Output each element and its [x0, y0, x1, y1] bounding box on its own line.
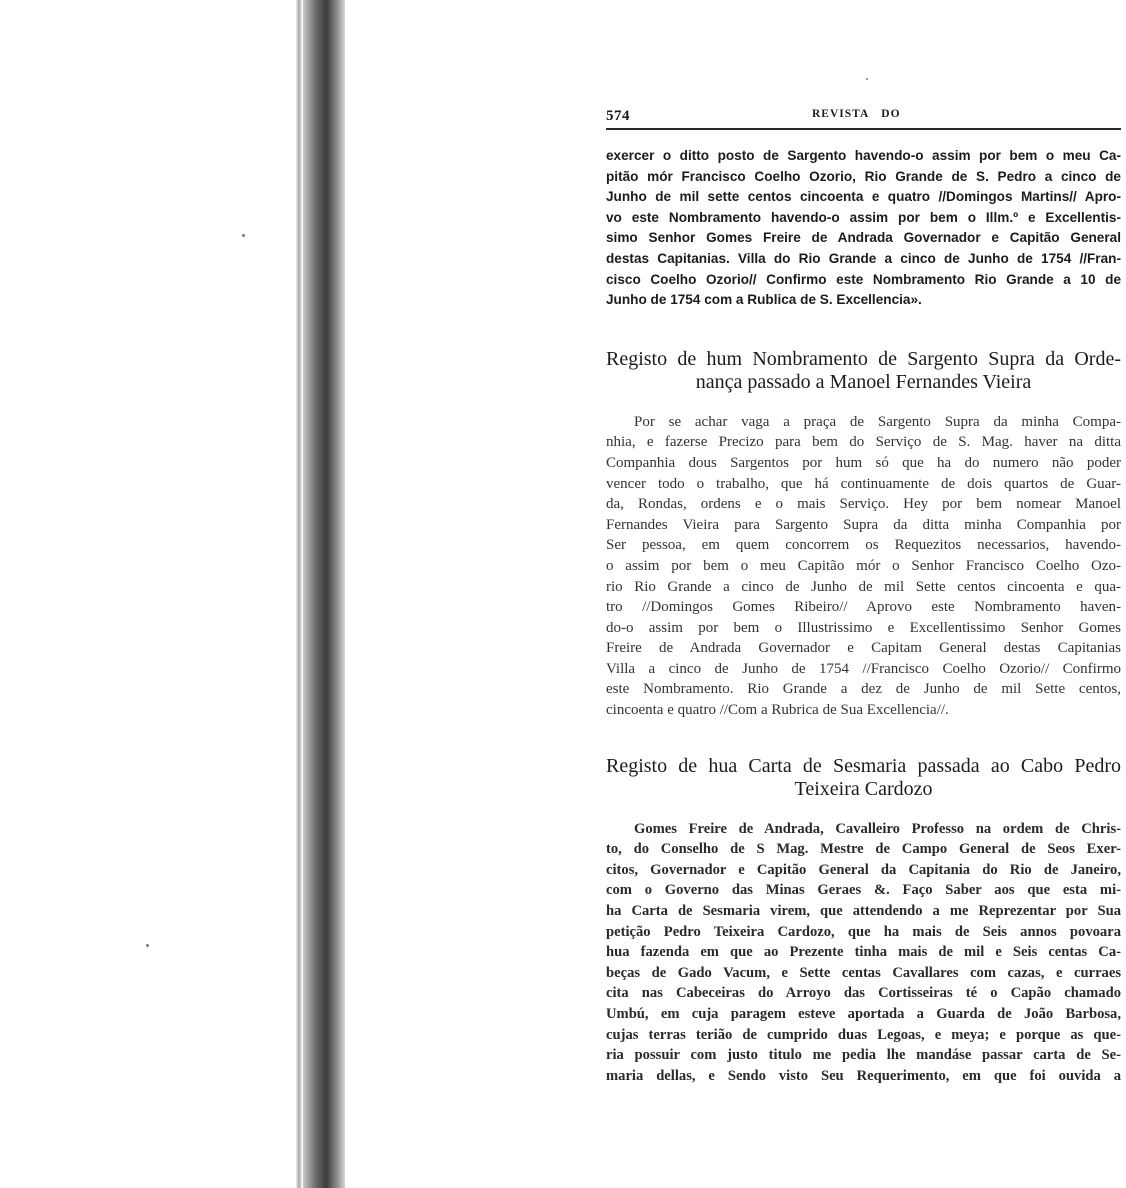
text-line: Fernandes Vieira para Sargento Supra da ditta minha Companhia por	[606, 516, 1121, 533]
text-line: petição Pedro Teixeira Cardozo, que ha mais de Seis annos povoara	[606, 923, 1121, 940]
text-line: citos, Governador e Capitão General da Capitania do Rio de Janeiro,	[606, 861, 1121, 878]
text-line: com o Governo das Minas Geraes &. Faço Saber aos que esta mi-	[606, 882, 1121, 899]
text-line: nhia, e fazerse Precizo para bem do Serviço de S. Mag. haver na ditta	[606, 434, 1121, 451]
text-line: Por se achar vaga a praça de Sargento Supra da minha Compa-	[634, 413, 1121, 430]
text-line: Umbú, em cuja paragem esteve aportada a Guarda de João Barbosa,	[606, 1006, 1121, 1022]
nombramento-paragraph	[606, 412, 1121, 721]
scan-speck	[242, 234, 245, 237]
text-line: cisco Coelho Ozorio// Confirmo este Nombramento Rio Grande a 10 de	[606, 271, 1121, 287]
text-line: ria possuir com justo titulo me pedia lhe mandáse passar carta de Se-	[606, 1047, 1121, 1064]
text-line: ha Carta de Sesmaria virem, que attendendo a me Reprezentar por Sua	[606, 903, 1121, 920]
text-line: da, Rondas, ordens e o mais Serviço. Hey por bem nomear Manoel	[606, 496, 1121, 513]
running-head-word: REVISTA	[812, 108, 870, 120]
text-line: maria dellas, e Sendo visto Seu Requerimento, em que foi ouvida a	[606, 1067, 1121, 1084]
text-line: simo Senhor Gomes Freire de Andrada Governador e Capitão General	[606, 230, 1121, 246]
text-line: to, do Conselho de S Mag. Mestre de Campo General de Seos Exer-	[606, 841, 1121, 858]
text-line: tro //Domingos Gomes Ribeiro// Aprovo este Nombramento haven-	[606, 599, 1121, 616]
text-line: Ser pessoa, em quem concorrem os Requezitos necessarios, havendo-	[606, 537, 1121, 554]
page-gutter-edge	[296, 0, 302, 1188]
heading-line: nança passado a Manoel Fernandes Vieira	[695, 370, 1032, 393]
text-line: cujas terras terião de cumprido duas Legoas, e meya; e porque as que-	[606, 1026, 1121, 1043]
text-line: o assim por bem o meu Capitão mór o Senhor Francisco Coelho Ozo-	[606, 557, 1121, 574]
text-line: exercer o ditto posto de Sargento havendo-o assim por bem o meu Ca-	[606, 148, 1121, 163]
running-head-word: DO	[881, 108, 901, 120]
scan-speck	[866, 78, 868, 80]
text-line: vo este Nombramento havendo-o assim por bem o Illm.º e Excellentis-	[606, 209, 1121, 225]
text-line: do-o assim por bem o Illustrissimo e Excellentissimo Senhor Gomes	[606, 619, 1121, 636]
text-line: rio Rio Grande a cinco de Junho de mil Sette centos cincoenta e qua-	[606, 578, 1121, 595]
text-line: cita nas Cabeceiras do Arroyo das Cortisseiras té o Capão chamado	[606, 985, 1121, 1002]
text-line: este Nombramento. Rio Grande a dez de Junho de mil Sette centos,	[606, 681, 1121, 698]
text-line: pitão mór Francisco Coelho Ozorio, Rio Grande de S. Pedro a cinco de	[606, 168, 1121, 184]
running-head-title	[812, 108, 901, 120]
section-heading-sesmaria	[606, 755, 1121, 801]
text-line: Villa a cinco de Junho de 1754 //Francisco Coelho Ozorio// Confirmo	[606, 660, 1121, 677]
text-line: destas Capitanias. Villa do Rio Grande a cinco de Junho de 1754 //Fran-	[606, 250, 1121, 266]
book-spine-shadow	[303, 0, 345, 1188]
text-line: cincoenta e quatro //Com a Rubrica de Sua Excellencia//.	[606, 702, 949, 719]
scan-speck	[146, 944, 149, 947]
heading-line: Registo de hum Nombramento de Sargento Supra da Orde-	[606, 347, 1121, 370]
heading-line: Registo de hua Carta de Sesmaria passada ao Cabo Pedro	[606, 754, 1121, 777]
text-line: vencer todo o trabalho, que há continuamente de dois quartos de Guar-	[606, 475, 1121, 492]
heading-line: Teixeira Cardozo	[794, 777, 933, 800]
text-line: hua fazenda em que ao Prezente tinha mais de mil e Seis centas Ca-	[606, 944, 1121, 961]
text-line: Gomes Freire de Andrada, Cavalleiro Professo na ordem de Chris-	[634, 820, 1121, 837]
book-page	[606, 108, 1121, 1086]
text-line: Junho de 1754 com a Rublica de S. Excellencia».	[606, 292, 922, 308]
intro-paragraph	[606, 146, 1121, 311]
sesmaria-paragraph	[606, 819, 1121, 1087]
text-line: Junho de mil sette centos cincoenta e quatro //Domingos Martins// Apro-	[606, 189, 1121, 205]
text-line: Freire de Andrada Governador e Capitam General destas Capitanias	[606, 640, 1121, 657]
section-heading-nombramento	[606, 348, 1121, 394]
running-head	[606, 108, 1121, 130]
page-number: 574	[606, 108, 630, 124]
text-line: beças de Gado Vacum, e Sette centas Cavallares com cazas, e curraes	[606, 964, 1121, 981]
text-line: Companhia dous Sargentos por hum só que ha do numero não poder	[606, 454, 1121, 471]
